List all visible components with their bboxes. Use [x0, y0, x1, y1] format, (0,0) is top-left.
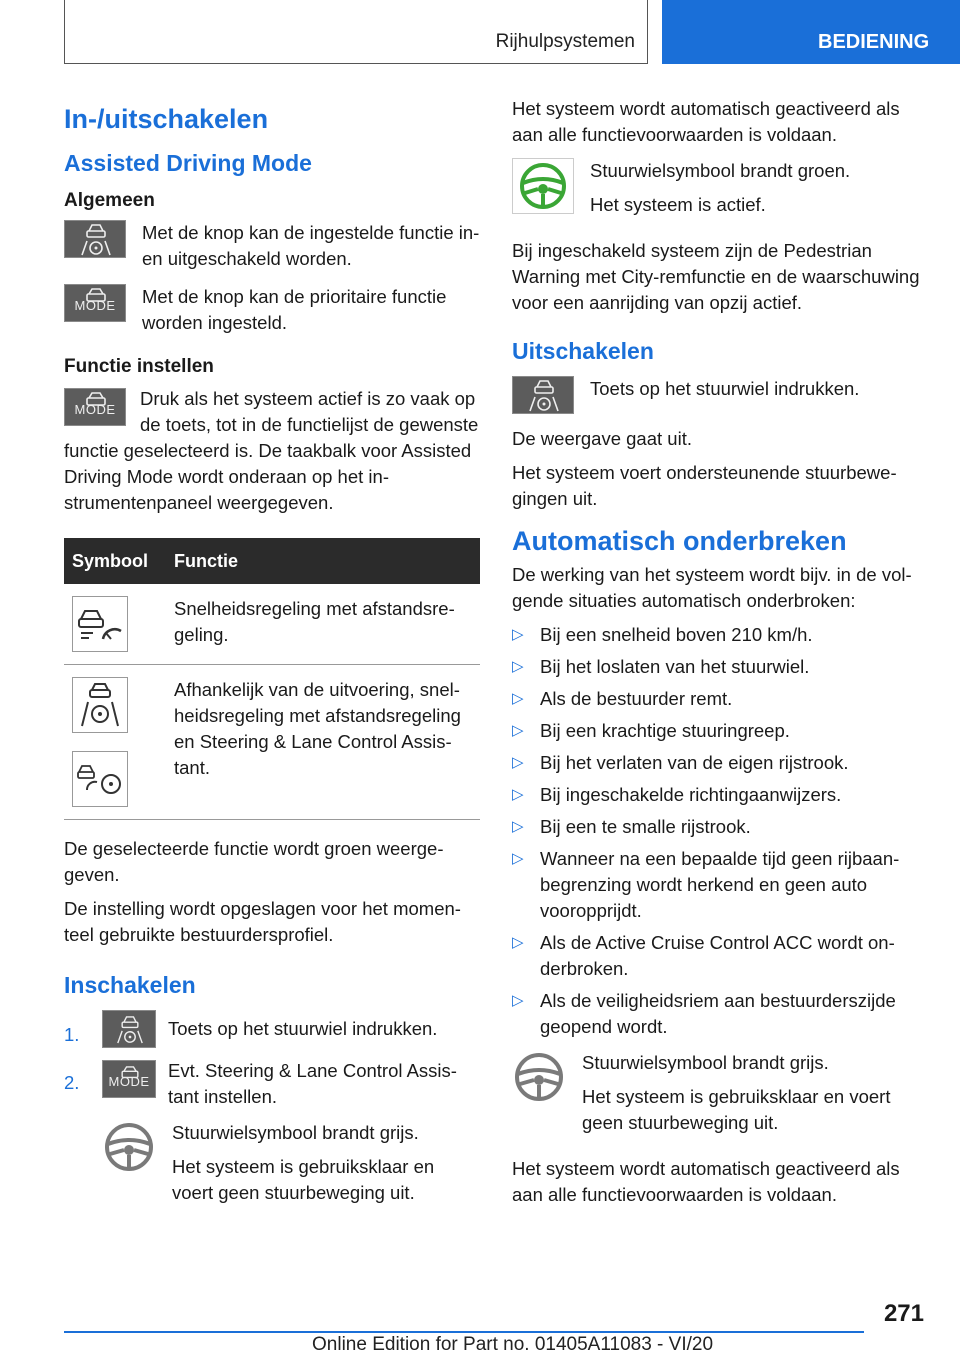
header-section-box [64, 0, 648, 64]
instellen-paragraph [64, 386, 480, 516]
bullet-text: Bij een te smalle rijstrook. [540, 816, 751, 837]
list-item [512, 814, 924, 840]
assist-button-icon [64, 220, 126, 258]
weergave-paragraph: De weergave gaat uit. [512, 428, 692, 449]
edition-text: Online Edition for Part no. 01405A11083 - VI/20 [312, 1334, 714, 1355]
algemeen-text-1: Met de knop kan de ingestelde functie in- en uitgeschakeld worden. [142, 222, 480, 269]
grey-wheel-row [102, 1120, 480, 1214]
row2-text: Afhankelijk van de uitvoering, snelheidsregeling met afstandsregeling en Steering & Lane Control Assistant. [166, 665, 480, 820]
triangle-bullet-icon: ▷ [512, 992, 524, 1009]
steering-wheel-green-icon [512, 158, 574, 214]
bullet-text: Als de bestuurder remt. [540, 688, 733, 709]
groen-paragraph: De geselecteerde functie wordt groen weergegeven. [64, 838, 444, 885]
bullet-text: Bij een snelheid boven 210 km/h. [540, 624, 813, 645]
grey-text-1: Stuurwielsymbool brandt grijs. [172, 1122, 419, 1143]
step-number: 2. [64, 1072, 80, 1093]
list-item [512, 930, 924, 982]
footer-rule [64, 1331, 864, 1333]
page-number: 271 [883, 1300, 924, 1327]
steering-wheel-grey-icon [102, 1120, 156, 1174]
list-item [512, 718, 924, 744]
lane-assist-icon [72, 677, 128, 733]
bullet-text: Bij ingeschakelde richtingaanwijzers. [540, 784, 842, 805]
heading-assisted-driving-mode: Assisted Driving Mode [64, 150, 312, 176]
mode-label: MODE [108, 1074, 150, 1089]
algemeen-row-1 [64, 220, 480, 272]
instellen-text: Druk als het systeem actief is zo vaak op de toets, tot in de functielijst de gewenste functie geselecteerd is. De taakbalk voor Assisted Driving Mode wordt onderaan op het instrumentenpaneel weergegeven. [64, 388, 479, 513]
mode-button-icon [102, 1060, 156, 1098]
col-header-symbool: Symbool [64, 538, 166, 584]
mode-label: MODE [74, 402, 116, 417]
list-item [512, 846, 924, 924]
step1-text: Toets op het stuurwiel indrukken. [168, 1018, 438, 1039]
werking-paragraph: De werking van het systeem wordt bijv. in de volgende situaties automatisch onderbroken: [512, 564, 912, 611]
list-item [512, 686, 924, 712]
list-item [512, 750, 924, 776]
steering-wheel-grey-icon [512, 1050, 566, 1104]
chapter-tab[interactable] [662, 0, 960, 64]
heading-inschakelen: Inschakelen [64, 972, 196, 998]
bullet-text: Als de Active Cruise Control ACC wordt onderbroken. [540, 932, 895, 979]
triangle-bullet-icon: ▷ [512, 754, 524, 771]
algemeen-row-2 [64, 284, 480, 336]
interrupt-list [512, 622, 924, 1040]
chapter-title: BEDIENING [818, 31, 930, 53]
triangle-bullet-icon: ▷ [512, 934, 524, 951]
table-row [64, 665, 480, 820]
grey-text-2: Het systeem is gebruiksklaar en voert geen stuurbeweging uit. [172, 1156, 435, 1203]
table-row [64, 584, 480, 665]
list-item [64, 1010, 480, 1048]
grey-wheel-row-right [512, 1050, 924, 1144]
list-item [512, 622, 924, 648]
assist-button-icon [512, 376, 574, 414]
left-column [64, 96, 480, 1226]
assist-button-icon [102, 1010, 156, 1048]
heading-automatisch-onderbreken: Automatisch onderbreken [512, 526, 847, 556]
green-wheel-row [512, 158, 924, 226]
mode-button-icon [64, 388, 126, 426]
list-item [512, 988, 924, 1040]
grey-text-1: Stuurwielsymbool brandt grijs. [582, 1052, 829, 1073]
triangle-bullet-icon: ▷ [512, 818, 524, 835]
grey-text-2: Het systeem is gebruiksklaar en voert geen stuurbeweging uit. [582, 1086, 891, 1133]
mode-label: MODE [74, 298, 116, 313]
uit-row [512, 376, 924, 414]
heading-functie-instellen: Functie instellen [64, 356, 214, 377]
bullet-text: Bij een krachtige stuuringreep. [540, 720, 790, 741]
green-text-1: Stuurwielsymbool brandt groen. [590, 160, 851, 181]
auto-activate-paragraph-2: Het systeem wordt automatisch geactiveerd als aan alle functievoorwaarden is voldaan. [512, 1158, 900, 1205]
section-title: Rijhulpsystemen [495, 31, 635, 52]
auto-activate-paragraph: Het systeem wordt automatisch geactiveerd als aan alle functievoorwaarden is voldaan. [512, 98, 900, 145]
pedestrian-paragraph: Bij ingeschakeld systeem zijn de Pedestrian Warning met City-remfunctie en de waarschuwing voor een aanrijding van opzij actief. [512, 240, 920, 313]
bullet-text: Bij het verlaten van de eigen rijstrook. [540, 752, 849, 773]
triangle-bullet-icon: ▷ [512, 850, 524, 867]
heading-algemeen: Algemeen [64, 190, 155, 211]
bullet-text: Bij het loslaten van het stuurwiel. [540, 656, 810, 677]
row1-text: Snelheidsregeling met afstandsregeling. [166, 584, 480, 665]
symbol-table [64, 538, 480, 820]
right-column [512, 96, 924, 1216]
bullet-text: Als de veiligheidsriem aan bestuurderszijde geopend wordt. [540, 990, 896, 1037]
cruise-steering-icon [72, 751, 128, 807]
cruise-distance-icon [72, 596, 128, 652]
triangle-bullet-icon: ▷ [512, 786, 524, 803]
heading-in-uitschakelen: In-/uitschakelen [64, 104, 269, 134]
bullet-text: Wanneer na een bepaalde tijd geen rijbaanbegrenzing wordt herkend en geen auto vooropprijdt. [540, 848, 900, 921]
triangle-bullet-icon: ▷ [512, 658, 524, 675]
heading-uitschakelen: Uitschakelen [512, 338, 654, 364]
triangle-bullet-icon: ▷ [512, 626, 524, 643]
mode-button-icon [64, 284, 126, 322]
opgeslagen-paragraph: De instelling wordt opgeslagen voor het momenteel gebruikte bestuurdersprofiel. [64, 898, 461, 945]
list-item [512, 654, 924, 680]
algemeen-text-2: Met de knop kan de prioritaire functie worden ingesteld. [142, 286, 447, 333]
ondersteunend-paragraph: Het systeem voert ondersteunende stuurbewegingen uit. [512, 462, 897, 509]
uit-text: Toets op het stuurwiel indrukken. [590, 378, 860, 399]
step2-text: Evt. Steering & Lane Control Assistant instellen. [168, 1060, 457, 1107]
triangle-bullet-icon: ▷ [512, 722, 524, 739]
list-item [64, 1058, 480, 1214]
col-header-functie: Functie [166, 538, 480, 584]
step-number: 1. [64, 1024, 80, 1045]
green-text-2: Het systeem is actief. [590, 194, 766, 215]
list-item [512, 782, 924, 808]
triangle-bullet-icon: ▷ [512, 690, 524, 707]
inschakelen-steps [64, 1010, 480, 1214]
